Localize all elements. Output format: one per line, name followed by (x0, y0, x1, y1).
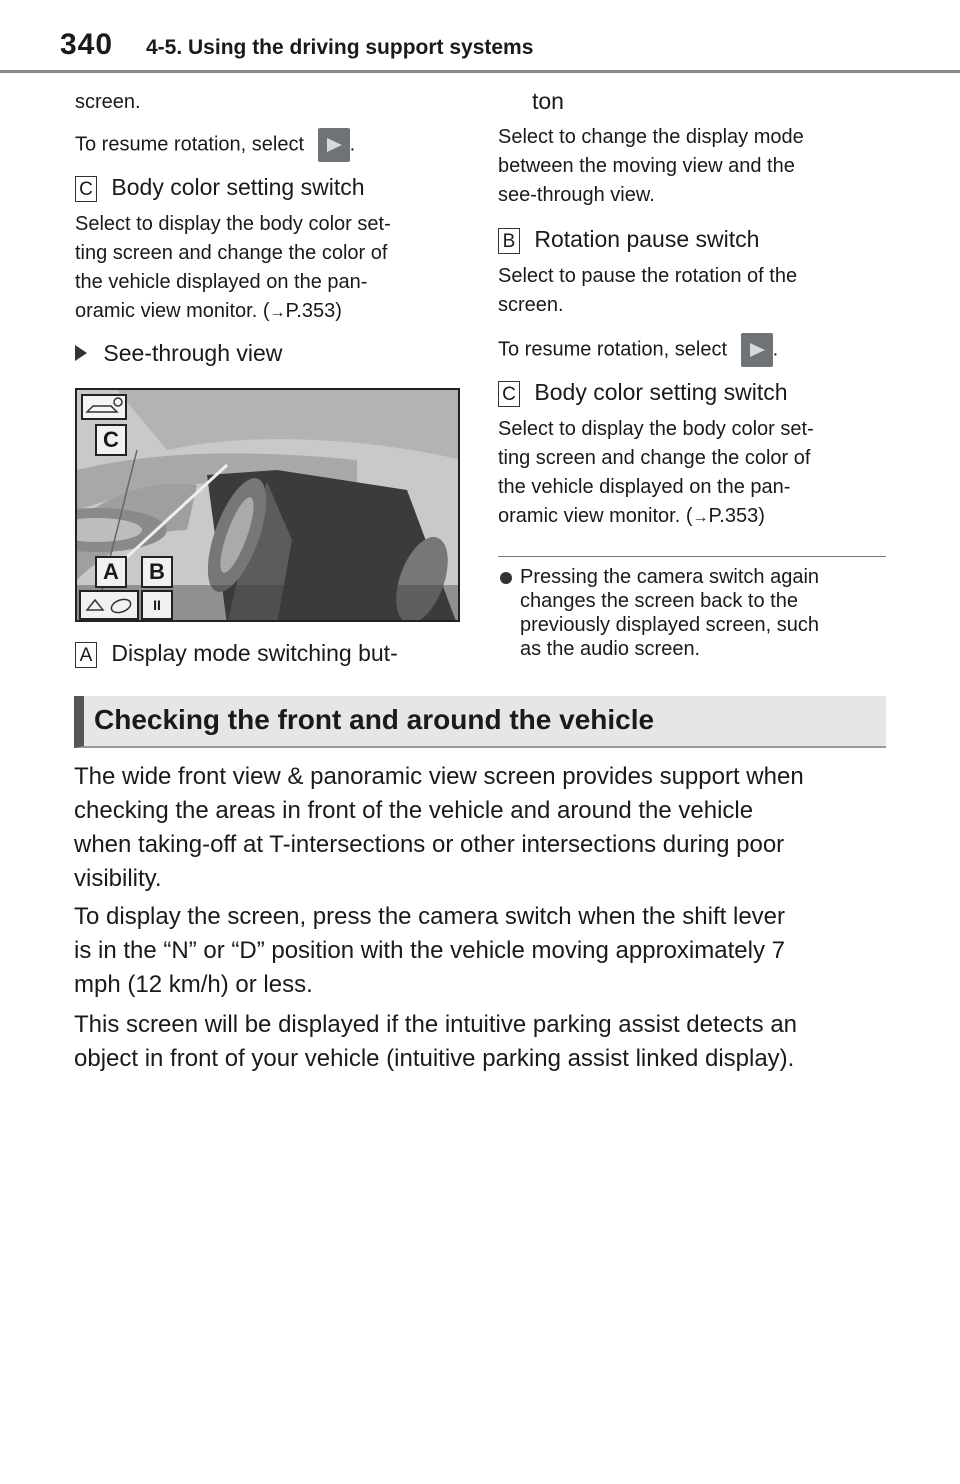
play-icon (318, 128, 350, 162)
paragraph-line: To display the screen, press the camera switch when the shift lever (74, 903, 785, 930)
a-desc-line: Select to change the display mode (498, 126, 804, 148)
b-desc-line: screen. (498, 294, 564, 316)
right-arrow-icon: → (692, 509, 709, 526)
resume-rotation-text: To resume rotation, select (498, 338, 727, 361)
paragraph-line: The wide front view & panoramic view screen provides support when (74, 763, 804, 790)
resume-period: . (349, 133, 356, 156)
section-title: 4-5. Using the driving support systems (146, 36, 534, 59)
c-item-title-left (75, 172, 365, 202)
note-divider (498, 556, 886, 557)
note-line: Pressing the camera switch again (520, 566, 820, 588)
b-description (498, 262, 888, 320)
c-desc-line: the vehicle displayed on the pan- (498, 476, 791, 498)
b-item-title (498, 224, 759, 254)
paragraph-3 (74, 1008, 886, 1076)
c-desc-text: oramic view monitor. ( (75, 300, 270, 322)
paragraph-line: checking the areas in front of the vehicle and around the vehicle (74, 797, 754, 824)
page-reference-link[interactable]: P.353) (285, 300, 342, 322)
see-through-screen-image (75, 388, 460, 622)
a-title-text: Display mode switching but- (111, 640, 398, 666)
screen-tail-text: screen. (75, 91, 141, 113)
c-description-left (75, 210, 470, 327)
paragraph-line: This screen will be displayed if the intuitive parking assist detects an (74, 1011, 798, 1038)
c-desc-line: ting screen and change the color of (498, 447, 811, 469)
paragraph-1 (74, 760, 886, 896)
letter-c-badge: C (498, 381, 520, 407)
c-item-title-right (498, 377, 788, 407)
c-description-right (498, 415, 888, 532)
paragraph-line: object in front of your vehicle (intuitive parking assist linked display). (74, 1045, 795, 1072)
c-desc-line: Select to display the body color set- (498, 418, 814, 440)
right-arrow-icon: → (269, 304, 286, 321)
section-heading: Checking the front and around the vehicle (94, 704, 655, 735)
triangle-bullet-icon (75, 345, 87, 361)
bullet-dot-icon (500, 572, 512, 584)
paragraph-line: mph (12 km/h) or less. (74, 971, 313, 998)
note-line: previously displayed screen, such (520, 614, 820, 636)
note-line: changes the screen back to the (520, 590, 798, 612)
play-icon (741, 333, 773, 367)
rotation-pause-button-b[interactable]: B (141, 556, 173, 588)
car-settings-icon[interactable] (81, 394, 127, 420)
page-number: 340 (60, 28, 114, 61)
c-desc-line: the vehicle displayed on the pan- (75, 271, 368, 293)
c-desc-ref-line (498, 502, 888, 532)
c-title-text: Body color setting switch (534, 379, 788, 405)
camera-view-illustration (77, 390, 460, 622)
note-block (498, 565, 888, 661)
letter-a-badge: A (75, 642, 97, 668)
letter-b-badge: B (498, 228, 520, 254)
c-desc-line: Select to display the body color set- (75, 213, 391, 235)
paragraph-line: when taking-off at T-intersections or other intersections during poor (74, 831, 785, 858)
resume-rotation-line (75, 128, 355, 162)
paragraph-line: visibility. (74, 865, 162, 892)
a-title-tail: ton (532, 88, 564, 114)
paragraph-2 (74, 900, 886, 1002)
resume-rotation-text: To resume rotation, select (75, 133, 304, 156)
a-desc-line: see-through view. (498, 184, 655, 206)
page-reference-link[interactable]: P.353) (708, 505, 765, 527)
resume-period: . (772, 338, 779, 361)
c-title-text: Body color setting switch (111, 174, 365, 200)
body-color-button-c[interactable]: C (95, 424, 127, 456)
b-title-text: Rotation pause switch (534, 226, 760, 252)
a-item-title (75, 638, 398, 668)
see-through-view-heading (75, 338, 282, 368)
view-mode-icon[interactable] (79, 590, 139, 620)
b-desc-line: Select to pause the rotation of the (498, 265, 798, 287)
display-mode-button-a[interactable]: A (95, 556, 127, 588)
see-through-label: See-through view (103, 340, 283, 366)
note-line: as the audio screen. (520, 638, 701, 660)
pause-icon[interactable]: II (141, 590, 173, 620)
c-desc-line: ting screen and change the color of (75, 242, 388, 264)
a-desc-line: between the moving view and the (498, 155, 795, 177)
header-divider (0, 70, 960, 73)
c-desc-ref-line (75, 297, 470, 327)
resume-rotation-line-right (498, 333, 778, 367)
letter-c-badge: C (75, 176, 97, 202)
a-description (498, 123, 888, 210)
c-desc-text: oramic view monitor. ( (498, 505, 693, 527)
paragraph-line: is in the “N” or “D” position with the vehicle moving approximately 7 (74, 937, 785, 964)
